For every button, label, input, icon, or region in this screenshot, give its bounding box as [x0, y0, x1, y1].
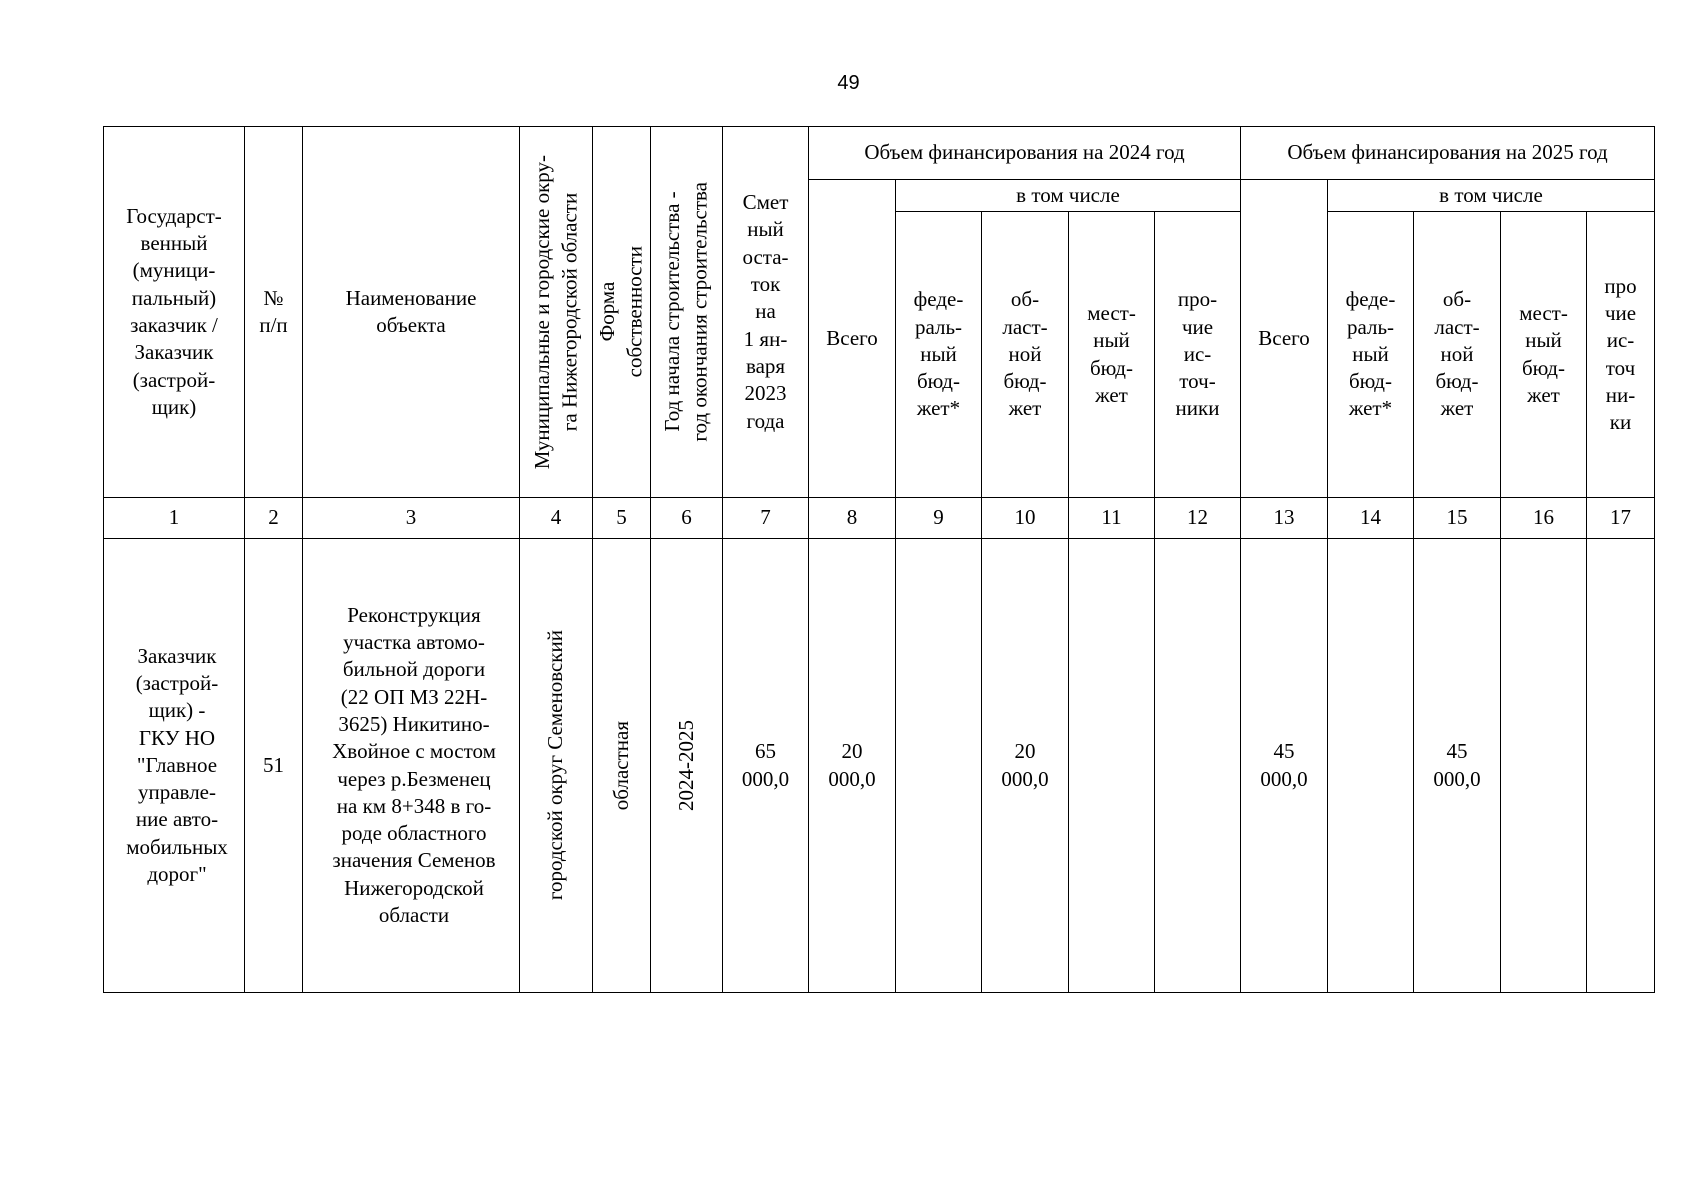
header-federal-2024: феде- раль- ный бюд- жет* — [896, 212, 982, 498]
header-total-2025: Всего — [1241, 180, 1328, 498]
cell-municipality-cell — [520, 539, 593, 993]
header-estimate-balance: Смет ный оста- ток на 1 ян- варя 2023 года — [723, 127, 809, 498]
column-number: 12 — [1155, 498, 1241, 539]
cell-total-2025: 45 000,0 — [1241, 539, 1328, 993]
column-number: 2 — [245, 498, 303, 539]
column-number-row — [104, 498, 1655, 539]
column-number: 14 — [1328, 498, 1414, 539]
cell-years-cell — [651, 539, 723, 993]
header-other-2024: про- чие ис- точ- ники — [1155, 212, 1241, 498]
column-number: 13 — [1241, 498, 1328, 539]
cell-federal-2025 — [1328, 539, 1414, 993]
cell-federal-2024 — [896, 539, 982, 993]
column-number: 16 — [1501, 498, 1587, 539]
header-years-cell — [651, 127, 723, 498]
header-years: Год начала строительства - год окончания строительства — [660, 182, 712, 442]
column-number: 9 — [896, 498, 982, 539]
header-object-name: Наименование объекта — [303, 127, 520, 498]
header-row-1 — [104, 127, 1655, 180]
cell-ownership: областная — [608, 720, 633, 811]
column-number: 1 — [104, 498, 245, 539]
cell-customer: Заказчик (застрой- щик) - ГКУ НО "Главное управле- ние авто- мобильных дорог" — [104, 539, 245, 993]
header-total-2024: Всего — [809, 180, 896, 498]
cell-regional-2024: 20 000,0 — [982, 539, 1069, 993]
cell-other-2024 — [1155, 539, 1241, 993]
cell-years: 2024-2025 — [673, 720, 698, 811]
header-funding-2025: Объем финансирования на 2025 год — [1241, 127, 1655, 180]
header-number: № п/п — [245, 127, 303, 498]
header-federal-2025: феде- раль- ный бюд- жет* — [1328, 212, 1414, 498]
header-local-2024: мест- ный бюд- жет — [1069, 212, 1155, 498]
column-number: 4 — [520, 498, 593, 539]
column-number: 6 — [651, 498, 723, 539]
cell-local-2025 — [1501, 539, 1587, 993]
header-other-2025: про чие ис- точ ни- ки — [1587, 212, 1655, 498]
header-ownership: Форма собственности — [595, 246, 647, 378]
cell-municipality: городской округ Семеновский — [543, 630, 568, 901]
cell-regional-2025: 45 000,0 — [1414, 539, 1501, 993]
header-ownership-cell — [593, 127, 651, 498]
funding-table — [103, 126, 1655, 993]
header-local-2025: мест- ный бюд- жет — [1501, 212, 1587, 498]
cell-number: 51 — [245, 539, 303, 993]
page-number: 49 — [837, 72, 860, 94]
table-row — [104, 539, 1655, 993]
header-municipality: Муниципальные и городские окру- га Нижегородской области — [529, 154, 581, 470]
header-including-2025: в том числе — [1328, 180, 1655, 212]
column-number: 15 — [1414, 498, 1501, 539]
column-number: 8 — [809, 498, 896, 539]
cell-total-2024: 20 000,0 — [809, 539, 896, 993]
cell-other-2025 — [1587, 539, 1655, 993]
cell-ownership-cell — [593, 539, 651, 993]
header-regional-2025: об- ласт- ной бюд- жет — [1414, 212, 1501, 498]
header-customer: Государст- венный (муници- пальный) заказчик / Заказчик (застрой- щик) — [104, 127, 245, 498]
header-municipality-cell — [520, 127, 593, 498]
cell-estimate-balance: 65 000,0 — [723, 539, 809, 993]
header-funding-2024: Объем финансирования на 2024 год — [809, 127, 1241, 180]
column-number: 11 — [1069, 498, 1155, 539]
header-including-2024: в том числе — [896, 180, 1241, 212]
cell-object-name: Реконструкция участка автомо- бильной дороги (22 ОП МЗ 22Н- 3625) Никитино- Хвойное с мостом через р.Безменец на км 8+348 в го- роде областного значения Семенов Нижегородской области — [303, 539, 520, 993]
column-number: 10 — [982, 498, 1069, 539]
cell-local-2024 — [1069, 539, 1155, 993]
column-number: 3 — [303, 498, 520, 539]
header-regional-2024: об- ласт- ной бюд- жет — [982, 212, 1069, 498]
column-number: 5 — [593, 498, 651, 539]
column-number: 7 — [723, 498, 809, 539]
column-number: 17 — [1587, 498, 1655, 539]
